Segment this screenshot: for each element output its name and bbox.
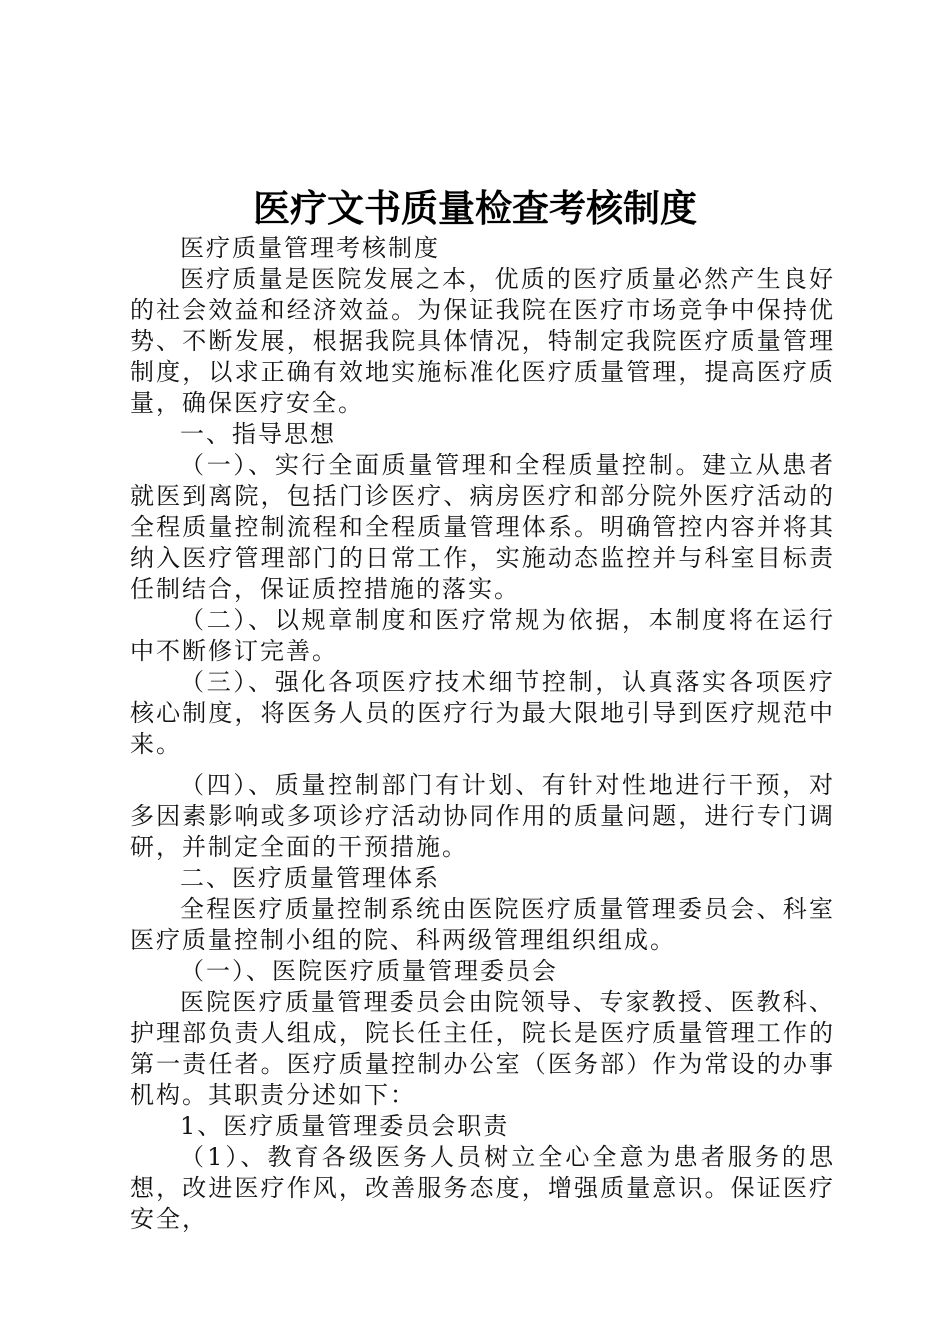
paragraph-item-2: （二）、以规章制度和医疗常规为依据，本制度将在运行中不断修订完善。 — [130, 606, 835, 665]
section-heading-guiding-ideas: 一、指导思想 — [180, 420, 336, 448]
section-heading-management-system: 二、医疗质量管理体系 — [180, 864, 440, 892]
subsection-heading-committee-duties: 1、医疗质量管理委员会职责 — [180, 1112, 510, 1140]
paragraph-system-overview: 全程医疗质量控制系统由医院医疗质量管理委员会、科室医疗质量控制小组的院、科两级管理组织组成。 — [130, 895, 835, 954]
paragraph-committee-description: 医院医疗质量管理委员会由院领导、专家教授、医教科、护理部负责人组成，院长任主任，院长是医疗质量管理工作的第一责任者。医疗质量控制办公室（医务部）作为常设的办事机构。其职责分述如下： — [130, 988, 835, 1109]
paragraph-subtitle: 医疗质量管理考核制度 — [180, 234, 440, 262]
paragraph-item-1: （一）、实行全面质量管理和全程质量控制。建立从患者就医到离院，包括门诊医疗、病房医疗和部分院外医疗活动的全程质量控制流程和全程质量管理体系。明确管控内容并将其纳入医疗管理部门的日常工作，实施动态监控并与科室目标责任制结合，保证质控措施的落实。 — [130, 451, 835, 603]
paragraph-duty-1: （1）、教育各级医务人员树立全心全意为患者服务的思想，改进医疗作风，改善服务态度，增强质量意识。保证医疗安全， — [130, 1143, 835, 1233]
paragraph-item-4: （四）、质量控制部门有计划、有针对性地进行干预，对多因素影响或多项诊疗活动协同作用的质量问题，进行专门调研，并制定全面的干预措施。 — [130, 771, 835, 861]
subsection-heading-committee: （一）、医院医疗质量管理委员会 — [180, 957, 558, 985]
document-title: 医疗文书质量检查考核制度 — [253, 186, 697, 230]
document-body — [130, 233, 835, 1235]
paragraph-item-3: （三）、强化各项医疗技术细节控制，认真落实各项医疗核心制度，将医务人员的医疗行为最大限地引导到医疗规范中来。 — [130, 668, 835, 758]
paragraph-intro: 医疗质量是医院发展之本，优质的医疗质量必然产生良好的社会效益和经济效益。为保证我院在医疗市场竞争中保持优势、不断发展，根据我院具体情况，特制定我院医疗质量管理制度，以求正确有效地实施标准化医疗质量管理，提高医疗质量，确保医疗安全。 — [130, 265, 835, 417]
